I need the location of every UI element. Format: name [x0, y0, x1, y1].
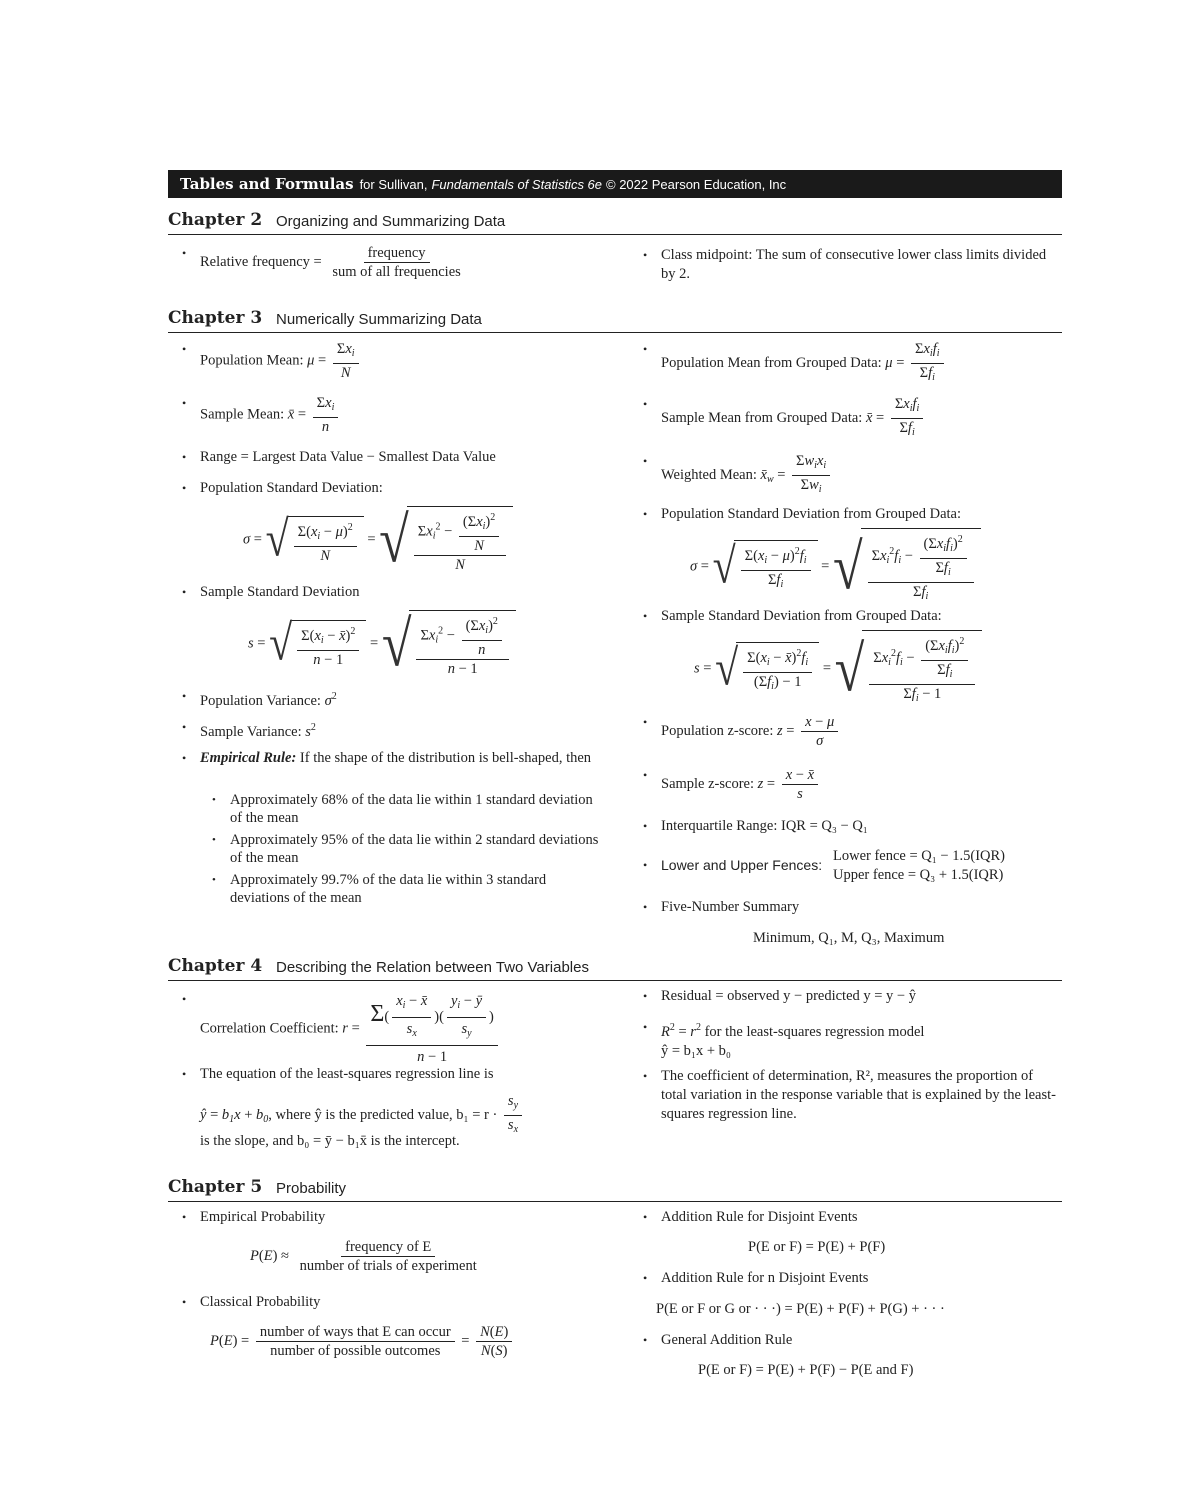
- lower-fence: Lower fence = Q₁ − 1.5(IQR): [833, 848, 1005, 864]
- upper-fence: Upper fence = Q₃ + 1.5(IQR): [833, 867, 1004, 883]
- chapter-title: Probability: [276, 1180, 347, 1197]
- range-formula: • Range = Largest Data Value − Smallest Data Value: [200, 448, 496, 467]
- pop-mean-grouped-label: Population Mean from Grouped Data:: [661, 354, 882, 371]
- class-midpoint: • Class midpoint: The sum of consecutive lower class limits divided by 2.: [661, 246, 1061, 284]
- residual: • Residual = observed y − predicted y = y − ŷ: [661, 987, 916, 1006]
- r2-text: for the least-squares regression model: [704, 1024, 925, 1040]
- class-num: number of ways that E can occur: [256, 1323, 455, 1342]
- class-den: number of possible outcomes: [270, 1343, 441, 1359]
- weighted-mean: • Weighted Mean: $x̄_w$ = $\Sigma w_ix_i$ $\Sigma w_i$: [661, 452, 833, 499]
- corr-label: Correlation Coefficient:: [200, 1020, 339, 1037]
- chapter-number: Chapter 3: [168, 308, 263, 328]
- relfreq-label: Relative frequency =: [200, 253, 322, 270]
- samp-mean-grouped-label: Sample Mean from Grouped Data:: [661, 409, 863, 426]
- chapter-5-header: [168, 1175, 1062, 1202]
- samp-z-label: Sample z-score:: [661, 775, 755, 792]
- empirical-probability: • Empirical Probability: [200, 1208, 325, 1227]
- weighted-mean-label: Weighted Mean:: [661, 466, 757, 483]
- add-disjoint-eq: P(E or F) = P(E) + P(F): [748, 1239, 886, 1255]
- chapter-4-header: [168, 954, 1062, 981]
- pop-mean-label: Population Mean:: [200, 352, 304, 369]
- r-squared: • $R^2 = r^2$ for the least-squares regression model ŷ = b₁x + b₀: [661, 1018, 924, 1061]
- iqr-label: Interquartile Range:: [661, 818, 778, 834]
- gen-add-eq: P(E or F) = P(E) + P(F) − P(E and F): [698, 1362, 914, 1378]
- addition-rule-n-disjoint: • Addition Rule for n Disjoint Events: [661, 1269, 868, 1288]
- iqr-eq: IQR = Q₃ − Q₁: [780, 818, 868, 834]
- emp-num: frequency of E: [341, 1238, 435, 1257]
- sample-z-score: • Sample z-score: z = $\frac{x - x̄}{s}$: [661, 766, 821, 803]
- emp-den: number of trials of experiment: [299, 1258, 477, 1274]
- lsrl-intro: • The equation of the least-squares regression line is: [200, 1065, 494, 1084]
- emp-item-68: • Approximately 68% of the data lie within 1 standard deviation of the mean: [230, 791, 602, 827]
- relfreq-num: frequency: [364, 244, 430, 263]
- chapter-title: Describing the Relation between Two Variables: [276, 959, 589, 976]
- title-banner: [168, 170, 1062, 198]
- samp-mean-grouped: • Sample Mean from Grouped Data: x̄ = $\Sigma x_if_i$ $\Sigma f_i$: [661, 395, 926, 442]
- pop-var-label: Population Variance:: [200, 693, 321, 709]
- emp-rule-text: If the shape of the distribution is bell-shaped, then: [299, 750, 592, 766]
- chapter-3-header: [168, 306, 1062, 333]
- addition-rule-disjoint: • Addition Rule for Disjoint Events: [661, 1208, 858, 1227]
- emp-item-95: • Approximately 95% of the data lie within 2 standard deviations of the mean: [230, 831, 602, 867]
- samp-var-label: Sample Variance:: [200, 724, 302, 740]
- banner-book: Fundamentals of Statistics 6e: [431, 176, 603, 192]
- chapter-number: Chapter 5: [168, 1177, 263, 1197]
- lsrl-where: , where ŷ is the predicted value, b₁ = r ·: [268, 1106, 498, 1123]
- banner-pre: for Sullivan,: [359, 176, 428, 192]
- add-n-eq: P(E or F or G or · · ·) = P(E) + P(F) + P(G) + · · ·: [656, 1301, 945, 1317]
- chapter-title: Numerically Summarizing Data: [276, 311, 482, 328]
- r2-model: ŷ = b₁x + b₀: [661, 1043, 731, 1059]
- chapter-title: Organizing and Summarizing Data: [276, 213, 506, 230]
- emp-prob-formula: P(E) ≈ frequency of E number of trials of experiment: [250, 1238, 484, 1275]
- lsrl-equation: ŷ = $b_1x + b_0$, where ŷ is the predicted value, b₁ = r · $\frac{s_y}{s_x}$: [200, 1092, 525, 1139]
- pop-z-label: Population z-score:: [661, 722, 774, 739]
- sample-sd: • Sample Standard Deviation: [200, 583, 359, 602]
- formula-sheet: [168, 170, 1062, 1378]
- samp-sd-grouped-formula: s = √ $\Sigma(x_i$ − $x̄)^2f_i$ $(\Sigma f_i) - 1$ = √ $\Sigma x_i^2f_i$ − $(\Sigma x_if_i)^2$ $\Sigma f_i$ $\Sigma f_i - 1$: [694, 630, 982, 708]
- classical-probability: • Classical Probability: [200, 1293, 320, 1312]
- five-number-eq: Minimum, Q₁, M, Q₃, Maximum: [753, 930, 945, 946]
- relfreq-den: sum of all frequencies: [332, 264, 461, 280]
- chapter-number: Chapter 2: [168, 210, 263, 230]
- pop-sd-formula: σ = √ $\frac{\Sigma(x_i - \mu)^2}{N}$ = √ $\Sigma x_i^2$ − $(\Sigma x_i)^2$ N N: [243, 506, 513, 574]
- sample-mean: • Sample Mean: x̄ = $\Sigma x_i$ n: [200, 394, 341, 436]
- five-number-summary: • Five-Number Summary: [661, 898, 799, 917]
- classical-prob-formula: P(E) = number of ways that E can occur number of possible outcomes = $\frac{N(E)}{N(S)}$: [210, 1323, 515, 1360]
- empirical-rule-list: [230, 791, 602, 911]
- interquartile-range: [661, 817, 868, 836]
- banner-copyright: © 2022 Pearson Education, Inc: [606, 176, 787, 192]
- population-sd: • Population Standard Deviation:: [200, 479, 383, 498]
- chapter-number: Chapter 4: [168, 956, 263, 976]
- general-addition-rule: • General Addition Rule: [661, 1331, 792, 1350]
- banner-title: Tables and Formulas: [180, 175, 354, 193]
- relative-frequency: [200, 244, 468, 281]
- relfreq-fraction: [328, 244, 464, 281]
- pop-sd-grouped-formula: σ = √ $\Sigma(x_i - \mu)^2f_i$ $\Sigma f_i$ = √ $\Sigma x_i^2f_i$ − $(\Sigma x_if_i)^2$ $\Sigma f_i$ $\Sigma f_i$: [690, 528, 981, 606]
- emp-rule-title: Empirical Rule:: [200, 750, 297, 766]
- coef-of-determination: • The coefficient of determination, R², measures the proportion of total variation in the response variable that is explained by the least-squares regression line.: [661, 1067, 1061, 1124]
- sample-variance: • Sample Variance: $s^2$: [200, 718, 316, 742]
- pop-sd-grouped: • Population Standard Deviation from Grouped Data:: [661, 505, 961, 524]
- samp-sd-formula: s = √ $\frac{\Sigma(x_i - x̄)^2}{n - 1}$ = √ $\Sigma x_i^2$ − $(\Sigma x_i)^2$ n n − 1: [248, 610, 516, 678]
- population-variance: • Population Variance: $\sigma^2$: [200, 687, 337, 711]
- fence-equations: [833, 847, 1005, 885]
- population-mean: • Population Mean: μ = $\Sigma x_i$ N: [200, 340, 362, 382]
- lsrl-slope: is the slope, and b₀ = ȳ − b₁x̄ is the intercept.: [200, 1133, 460, 1149]
- correlation-coefficient: • Correlation Coefficient: r = Σ( $\frac{x_i - x̄}{s_x}$ )( $\frac{y_i - ȳ}{s_y}$ ) n − 1: [200, 990, 501, 1068]
- samp-sd-grouped: • Sample Standard Deviation from Grouped Data:: [661, 607, 942, 626]
- pop-mean-grouped: • Population Mean from Grouped Data: μ = $\Sigma x_if_i$ $\Sigma f_i$: [661, 340, 947, 387]
- fences-label: Lower and Upper Fences:: [661, 857, 823, 873]
- chapter-2-header: [168, 208, 1062, 235]
- samp-mean-label: Sample Mean:: [200, 406, 285, 423]
- population-z-score: • Population z-score: z = $\frac{x - \mu}{\sigma}$: [661, 713, 841, 750]
- emp-item-997: • Approximately 99.7% of the data lie within 3 standard deviations of the mean: [230, 871, 602, 907]
- fences: [661, 856, 822, 876]
- empirical-rule: [200, 749, 602, 768]
